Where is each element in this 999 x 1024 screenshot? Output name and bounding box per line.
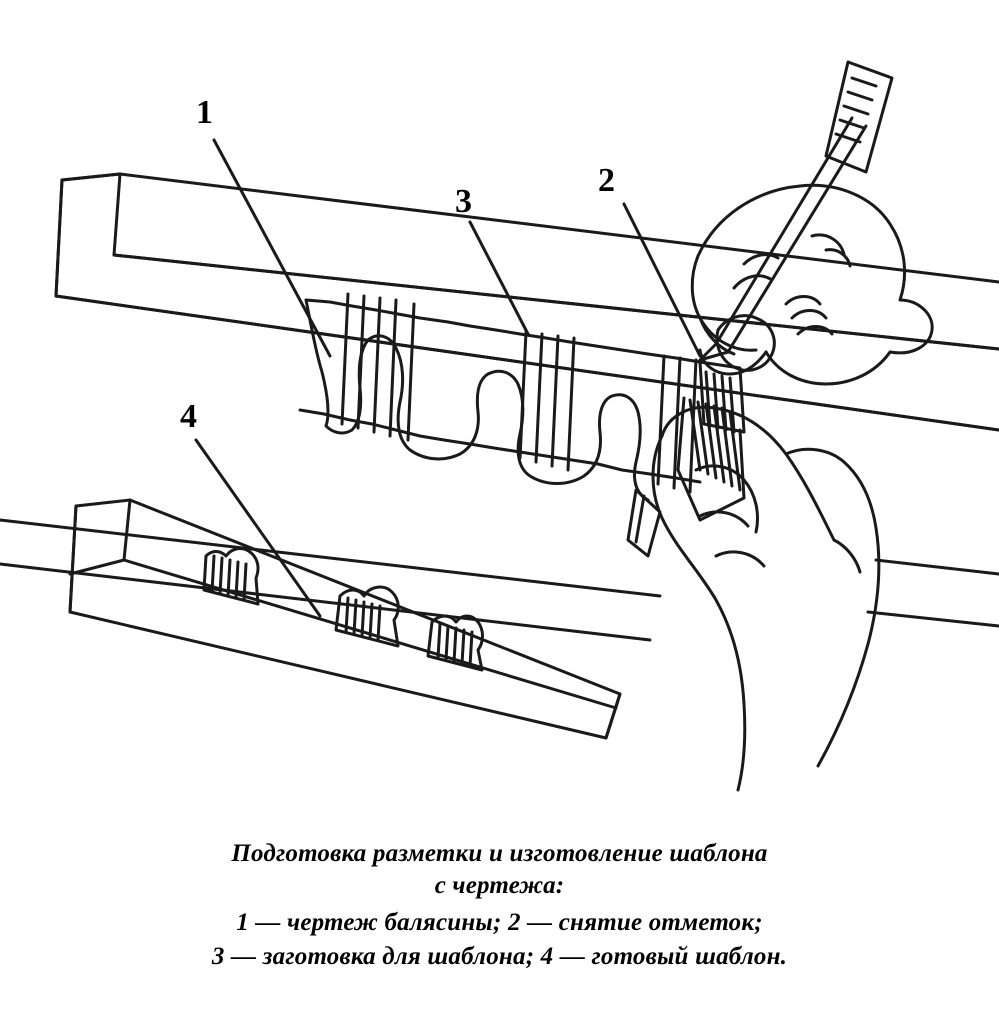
caption-legend-line-1: 1 — чертеж балясины; 2 — снятие отметок; — [236, 909, 763, 936]
leader-line-1 — [214, 140, 330, 356]
baluster-profile-outline — [300, 294, 700, 500]
lower-long-board — [0, 520, 999, 640]
callout-label-1: 1 — [196, 94, 213, 131]
hand-holding-blank — [653, 407, 879, 790]
caption-legend-line-2: 3 — заготовка для шаблона; 4 — готовый шаблон. — [211, 943, 788, 970]
caption-title-line-2: с чертежа: — [434, 872, 565, 899]
callout-label-2: 2 — [598, 162, 615, 199]
finished-template-board — [70, 500, 620, 738]
caption-title-line-1: Подготовка разметки и изготовление шаблона — [231, 840, 768, 867]
baluster-drawing-board — [56, 174, 999, 430]
figure-caption — [0, 838, 999, 974]
leader-line-2 — [624, 204, 700, 356]
leader-line-3 — [470, 222, 528, 334]
callout-label-4: 4 — [180, 398, 197, 435]
caption-legend — [0, 902, 999, 974]
callout-label-3: 3 — [455, 183, 472, 220]
